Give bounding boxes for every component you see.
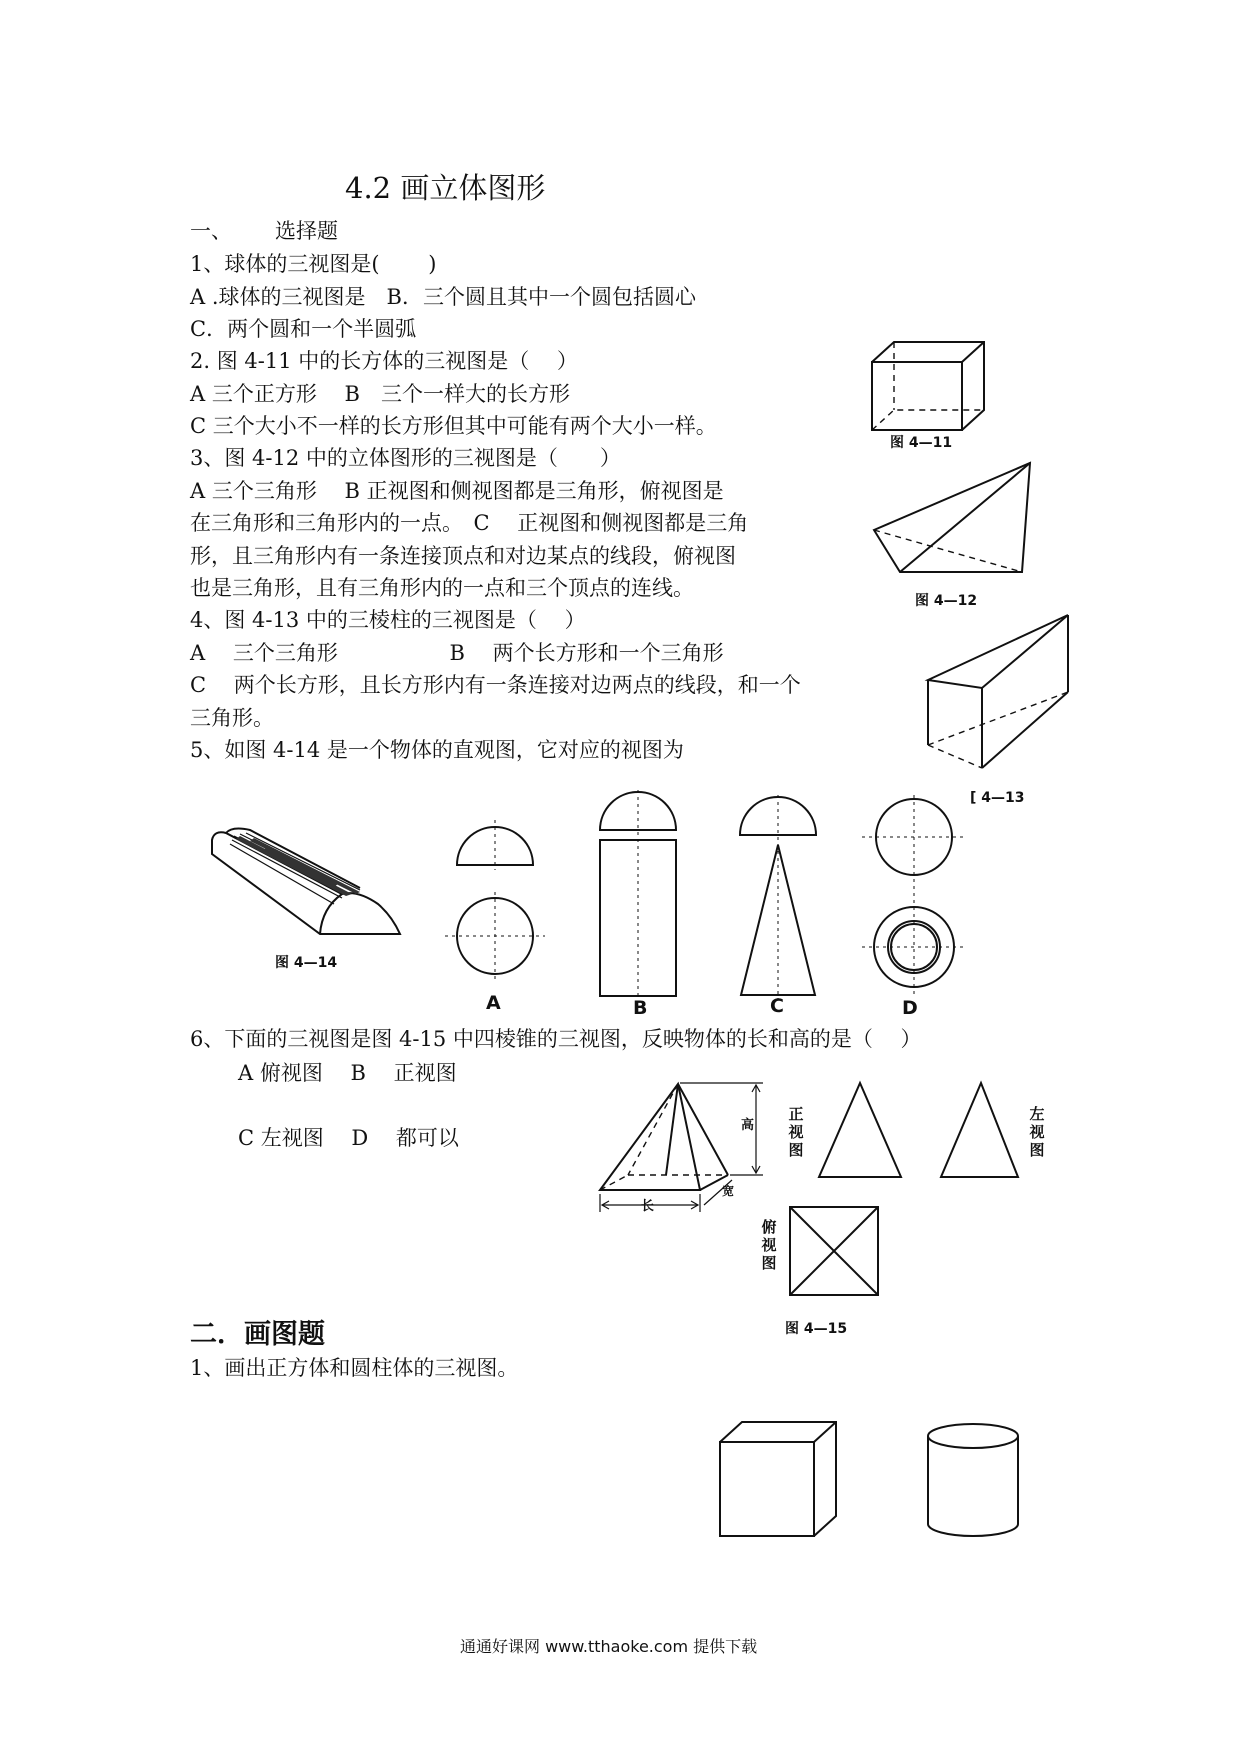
q6-options-cd: C 左视图 D 都可以 (238, 1126, 459, 1150)
q4-options-ab: A 三个三角形 B 两个长方形和一个三角形 (190, 641, 724, 665)
fig-4-12-pyramid (872, 460, 1032, 580)
page-footer: 通通好课网 www.tthaoke.com 提供下载 (460, 1637, 758, 1656)
fig-4-15-height-label: 高 (741, 1118, 755, 1133)
drawing-question-1: 1、画出正方体和圆柱体的三视图。 (190, 1356, 519, 1380)
fig-4-12-caption: 图 4—12 (915, 593, 978, 609)
q1-options-ab: A .球体的三视图是 B．三个圆且其中一个圆包括圆心 (190, 285, 696, 309)
choice-b-views (595, 790, 685, 1000)
q1-stem: 1、球体的三视图是( ) (190, 252, 437, 276)
front-view-triangle (815, 1080, 905, 1180)
fig-4-11-caption: 图 4—11 (890, 435, 953, 451)
cylinder-figure (925, 1422, 1021, 1540)
choice-d-label: D (902, 997, 918, 1019)
cube-figure (718, 1420, 838, 1538)
top-view-square (788, 1205, 880, 1297)
choice-a-views (440, 820, 550, 980)
fig-4-11-cuboid (870, 340, 1000, 435)
q2-stem: 2. 图 4-11 中的长方体的三视图是（ ） (190, 349, 578, 373)
choice-d-views (862, 795, 967, 995)
q4-stem: 4、图 4-13 中的三棱柱的三视图是（ ） (190, 608, 586, 632)
page-title: 4.2 画立体图形 (345, 171, 546, 205)
q4-option-c-cont: 三角形。 (190, 706, 274, 730)
left-view-triangle (938, 1080, 1023, 1180)
left-view-label: 左视图 (1029, 1105, 1045, 1159)
fig-4-14-caption: 图 4—14 (275, 955, 338, 971)
q2-option-c: C 三个大小不一样的长方形但其中可能有两个大小一样。 (190, 414, 717, 438)
q6-stem: 6、下面的三视图是图 4-15 中四棱锥的三视图，反映物体的长和高的是（ ） (190, 1027, 922, 1051)
q6-options-ab: A 俯视图 B 正视图 (238, 1061, 457, 1085)
fig-4-13-prism (926, 612, 1071, 772)
fig-4-15-pyramid (598, 1080, 768, 1220)
section2-heading: 二．画图题 (190, 1319, 325, 1350)
choice-b-label: B (633, 997, 648, 1019)
section1-heading: 选择题 (275, 219, 338, 243)
fig-4-15-length-label: 长 (641, 1199, 655, 1214)
fig-4-15-caption: 图 4—15 (785, 1321, 848, 1337)
choice-c-label: C (770, 995, 784, 1017)
top-view-label: 俯视图 (761, 1218, 777, 1272)
choice-c-views (735, 795, 825, 1000)
q5-stem: 5、如图 4-14 是一个物体的直观图，它对应的视图为 (190, 738, 684, 762)
q3-line-5: 也是三角形，且有三角形内的一点和三个顶点的连线。 (190, 576, 694, 600)
q3-line-4: 形，且三角形内有一条连接顶点和对边某点的线段，俯视图 (190, 544, 736, 568)
q3-stem: 3、图 4-12 中的立体图形的三视图是（ ） (190, 446, 621, 470)
q3-line-3: 在三角形和三角形内的一点。 C 正视图和侧视图都是三角 (190, 511, 749, 535)
front-view-label: 正视图 (788, 1105, 804, 1159)
section1-label: 一、 (190, 219, 232, 243)
q4-option-c: C 两个长方形，且长方形内有一条连接对边两点的线段，和一个 (190, 673, 801, 697)
q3-line-2: A 三个三角形 B 正视图和侧视图都是三角形，俯视图是 (190, 479, 724, 503)
fig-4-15-width-label: 宽 (722, 1184, 735, 1198)
q1-option-c: C．两个圆和一个半圆弧 (190, 317, 417, 341)
fig-4-14-half-cylinder (210, 808, 410, 938)
choice-a-label: A (486, 992, 501, 1014)
q2-options-ab: A 三个正方形 B 三个一样大的长方形 (190, 382, 570, 406)
fig-4-13-caption: [ 4—13 (970, 790, 1025, 806)
